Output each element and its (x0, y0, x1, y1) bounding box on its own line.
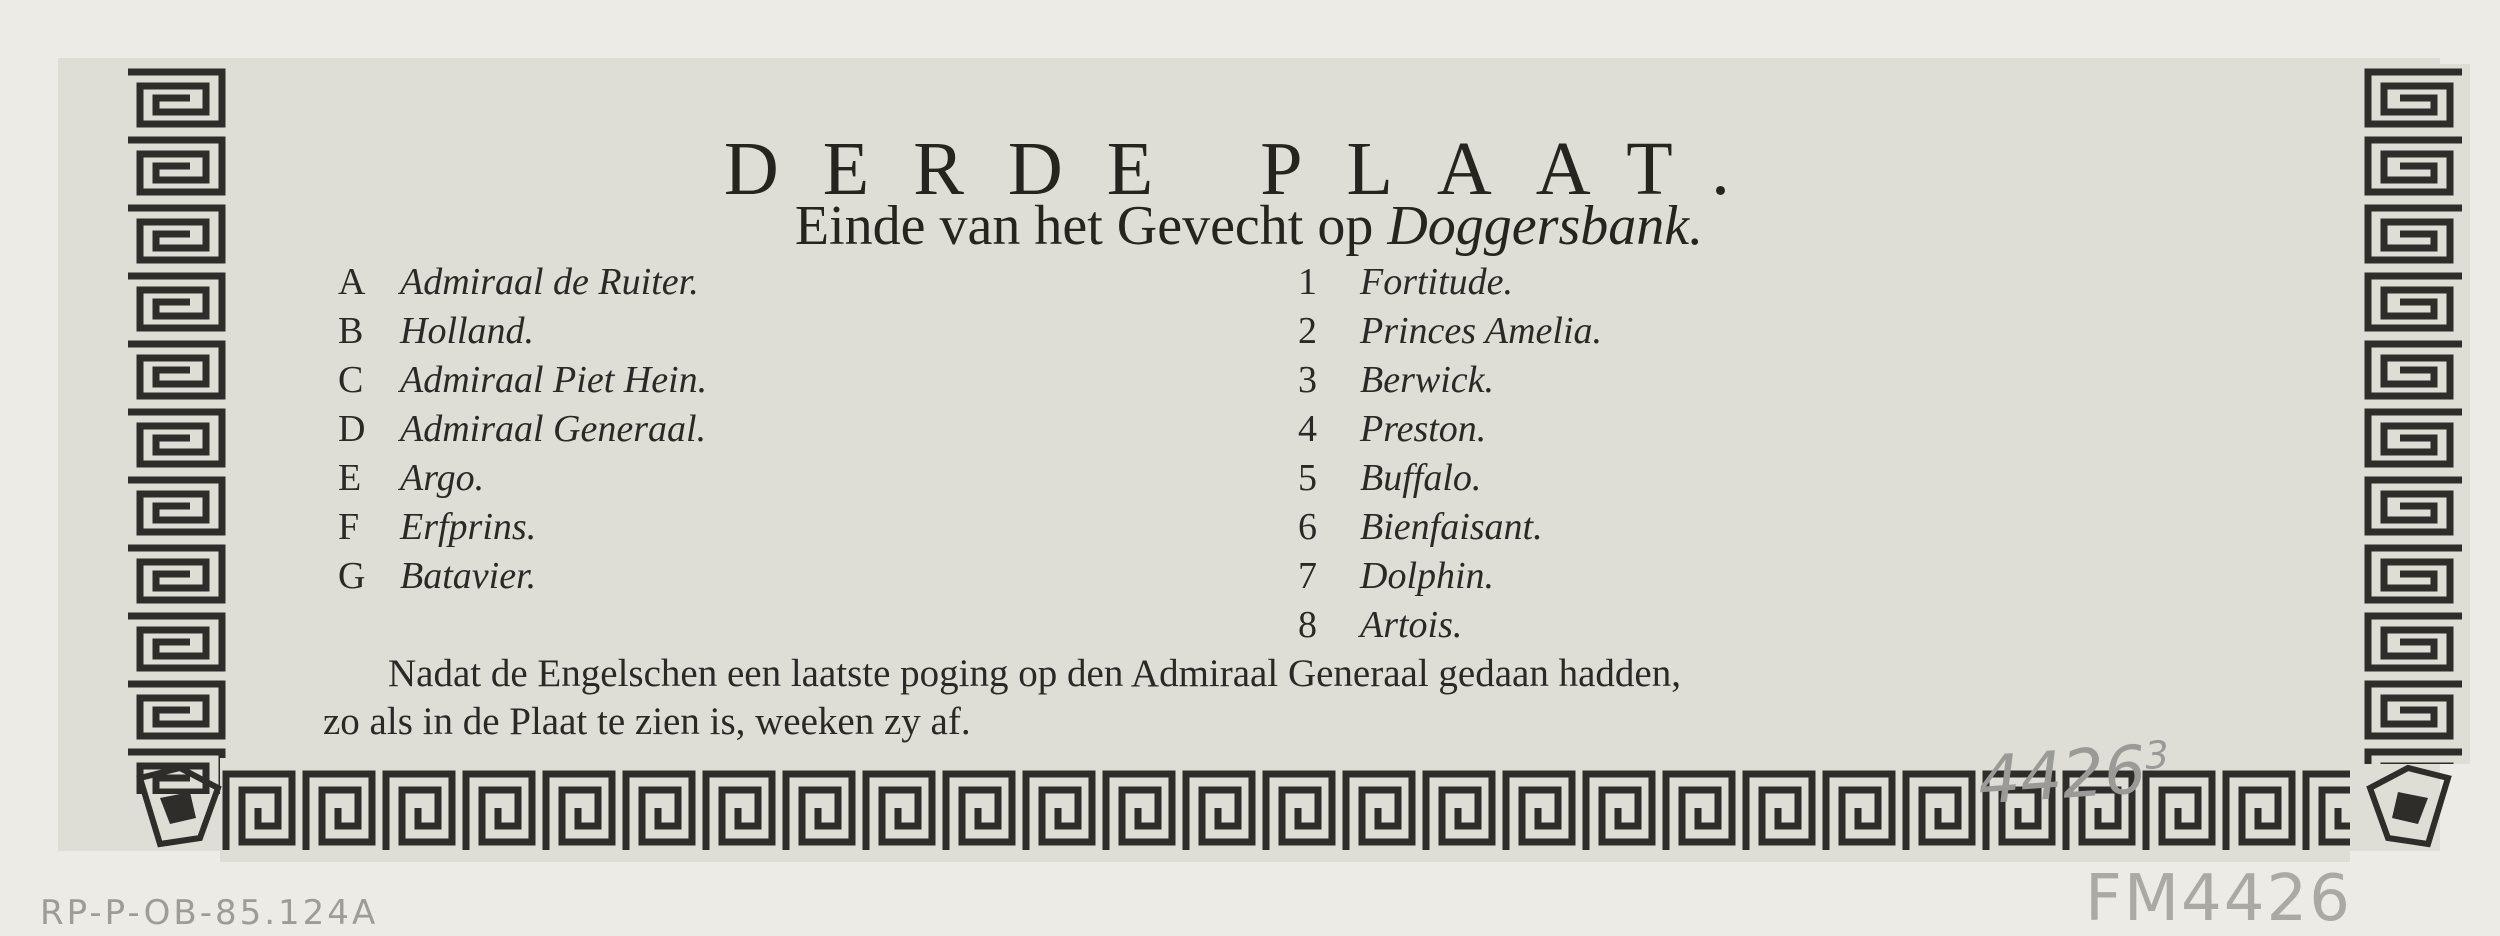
print-sheet (58, 58, 2440, 851)
item-name: Holland. (400, 310, 535, 352)
subtitle-place: Doggersbank. (1387, 195, 1704, 257)
list-item (338, 258, 707, 307)
item-name: Berwick. (1360, 359, 1495, 401)
note-line-2: zo als in de Plaat te zien is, weeken zy af. (323, 700, 971, 743)
english-ships-list (1298, 258, 1602, 650)
item-key: 2 (1298, 310, 1317, 352)
item-name: Fortitude. (1360, 261, 1514, 303)
inventory-number (1976, 729, 2173, 819)
list-item (1298, 307, 1602, 356)
list-item (1298, 356, 1602, 405)
plate-title: DERDE PLAAT. (723, 127, 1775, 211)
note-line-1: Nadat de Engelschen een laatste poging op den Admiraal Generaal gedaan hadden, (388, 652, 1681, 695)
subtitle-main: Einde van het Gevecht op (794, 195, 1388, 257)
list-item (338, 454, 707, 503)
item-key: 6 (1298, 506, 1317, 548)
item-name: Admiraal de Ruiter. (400, 261, 699, 303)
item-key: B (338, 310, 364, 352)
item-name: Argo. (400, 457, 485, 499)
inventory-number-main: 4426 (1975, 731, 2149, 820)
item-name: Admiraal Generaal. (400, 408, 707, 450)
dutch-ships-list (338, 258, 707, 601)
list-item (1298, 601, 1602, 650)
item-name: Dolphin. (1360, 555, 1495, 597)
list-item (1298, 405, 1602, 454)
registration-number-right: FM4426 (2085, 862, 2352, 936)
list-item (1298, 258, 1602, 307)
item-name: Admiraal Piet Hein. (400, 359, 708, 401)
item-key: F (338, 506, 360, 548)
list-item (1298, 552, 1602, 601)
item-name: Preston. (1360, 408, 1487, 450)
item-key: A (338, 261, 366, 303)
list-item (338, 552, 707, 601)
item-name: Artois. (1360, 604, 1463, 646)
item-key: G (338, 555, 366, 597)
list-item (338, 307, 707, 356)
item-key: 7 (1298, 555, 1317, 597)
list-item (338, 503, 707, 552)
item-key: C (338, 359, 364, 401)
registration-number-left: RP-P-OB-85.124A (40, 893, 379, 933)
corner-ornament-right (2358, 758, 2458, 858)
list-item (338, 356, 707, 405)
item-name: Princes Amelia. (1360, 310, 1603, 352)
item-key: 8 (1298, 604, 1317, 646)
item-key: E (338, 457, 362, 499)
inventory-number-sup: 3 (2143, 732, 2171, 778)
item-name: Bienfaisant. (1360, 506, 1543, 548)
corner-ornament-left (130, 758, 230, 858)
item-key: D (338, 408, 366, 450)
item-key: 5 (1298, 457, 1317, 499)
list-item (1298, 503, 1602, 552)
list-item (338, 405, 707, 454)
item-key: 1 (1298, 261, 1317, 303)
item-name: Erfprins. (400, 506, 537, 548)
item-key: 4 (1298, 408, 1317, 450)
plate-subtitle (58, 194, 2440, 258)
item-name: Batavier. (400, 555, 537, 597)
plate-note (323, 650, 1681, 746)
list-item (1298, 454, 1602, 503)
item-name: Buffalo. (1360, 457, 1482, 499)
item-key: 3 (1298, 359, 1317, 401)
